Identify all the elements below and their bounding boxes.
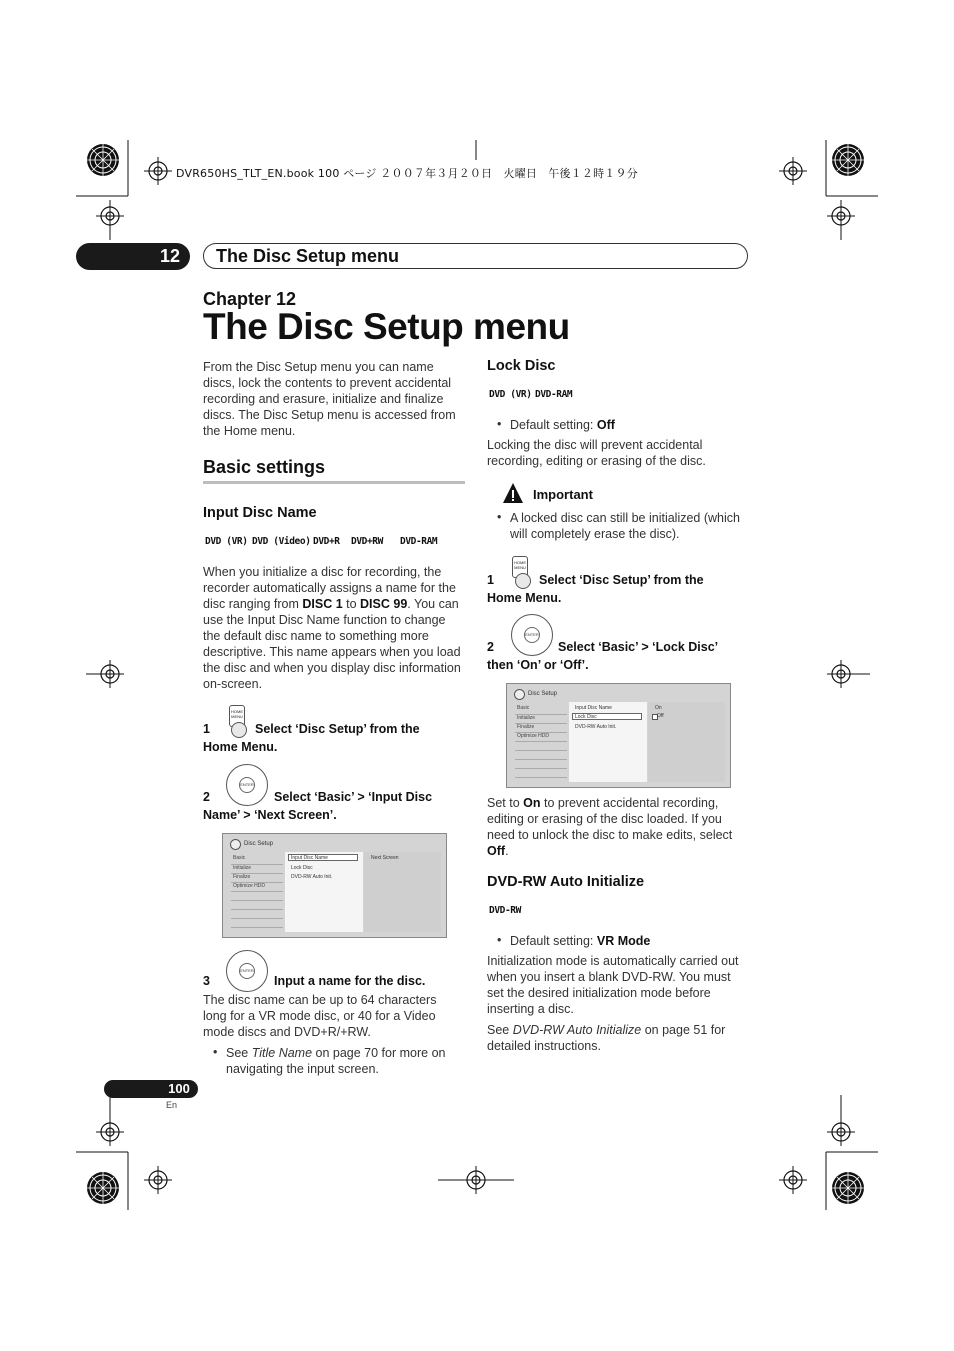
disc-setup-screen-lock xyxy=(506,683,731,788)
disc-setup-screen-input-name xyxy=(222,833,447,938)
important-label: Important xyxy=(533,487,593,502)
screen-title: Disc Setup xyxy=(528,691,558,697)
lock-step-1-text: Select ‘Disc Setup’ from the Home Menu. xyxy=(487,573,704,605)
enter-icon: ENTER xyxy=(239,963,255,979)
screen-items-pane xyxy=(285,852,363,932)
screen-options-pane xyxy=(648,702,725,782)
screen-item-input-disc-name: Input Disc Name xyxy=(288,854,358,861)
lock-disc-paragraph: Locking the disc will prevent accidental recording, editing or erasing of the disc. xyxy=(487,438,706,468)
screen-title: Disc Setup xyxy=(244,841,274,847)
badge-dvd-plus-r: DVD+R xyxy=(313,536,340,547)
screen-option-next-screen: Next Screen xyxy=(371,855,399,861)
dvdrw-auto-paragraph: Initialization mode is automatically carried out when you insert a blank DVD-RW. You must set the desired initialization mode before inserting a disc. xyxy=(487,954,739,1016)
screen-options-pane xyxy=(364,852,441,932)
screen-option-on: On xyxy=(655,705,662,711)
screen-menu-divider xyxy=(515,750,567,751)
step-3-text: Input a name for the disc. xyxy=(274,974,426,988)
bullet-dot: • xyxy=(213,1045,218,1059)
title-name-reference: See Title Name on page 70 for more on navigating the input screen. xyxy=(226,1046,446,1076)
input-disc-name-badges xyxy=(203,536,465,550)
screen-menu-divider xyxy=(515,777,567,778)
screen-menu-divider xyxy=(231,918,283,919)
screen-item-input-disc-name: Input Disc Name xyxy=(575,705,612,711)
page-number: 100 xyxy=(168,1081,190,1096)
screen-menu-finalize: Finalize xyxy=(517,724,535,730)
input-disc-name-heading: Input Disc Name xyxy=(203,505,317,521)
step-2-number: 2 xyxy=(203,790,210,804)
step-1-text: Select ‘Disc Setup’ from the Home Menu. xyxy=(203,722,420,754)
dvdrw-auto-default: Default setting: VR Mode xyxy=(510,934,651,948)
screen-menu-divider xyxy=(231,927,283,928)
disc-icon xyxy=(514,689,525,700)
basic-settings-heading: Basic settings xyxy=(203,457,326,477)
lock-disc-badges xyxy=(487,389,687,403)
disc-icon xyxy=(230,839,241,850)
step-2-text: Select ‘Basic’ > ‘Input Disc Name’ > ‘Next Screen’. xyxy=(203,790,433,822)
screen-menu-optimize: Optimize HDD xyxy=(517,733,549,739)
lock-disc-heading: Lock Disc xyxy=(487,358,556,374)
chapter-tab-number: 12 xyxy=(159,246,181,266)
bullet-dot: • xyxy=(497,510,502,524)
step-3-number: 3 xyxy=(203,974,210,988)
step-1-number: 1 xyxy=(203,722,210,736)
screen-option-off: Off xyxy=(657,713,664,719)
home-menu-button-icon: HOME MENU xyxy=(229,705,245,727)
enter-icon: ENTER xyxy=(524,627,540,643)
screen-menu-divider xyxy=(231,900,283,901)
screen-menu-initialize: Initialize xyxy=(233,865,252,871)
badge-dvd-rw: DVD-RW xyxy=(489,905,521,916)
page-title: The Disc Setup menu xyxy=(203,306,570,347)
dvdrw-auto-heading: DVD-RW Auto Initialize xyxy=(487,874,645,890)
lock-disc-instructions: Set to On to prevent accidental recording, editing or erasing of the disc loaded. If you need to unlock the disc to make edits, select Off. xyxy=(487,796,733,858)
screen-menu-divider xyxy=(515,759,567,760)
screen-menu-basic: Basic xyxy=(233,855,246,861)
badge-dvd-vr: DVD (VR) xyxy=(205,536,248,547)
screen-items-pane xyxy=(569,702,647,782)
screen-menu-divider xyxy=(231,891,283,892)
badge-dvd-ram: DVD-RAM xyxy=(400,536,438,547)
screen-menu-initialize: Initialize xyxy=(517,715,536,721)
bullet-dot: • xyxy=(497,417,502,431)
screen-item-lock-disc: Lock Disc xyxy=(572,713,642,720)
home-menu-button-icon: HOME MENU xyxy=(512,556,528,578)
important-text: A locked disc can still be initialized (which will completely erase the disc). xyxy=(510,511,740,541)
screen-menu-finalize: Finalize xyxy=(233,874,251,880)
screen-item-dvdrw-auto: DVD-RW Auto Init. xyxy=(575,724,617,730)
chapter-tab-title: The Disc Setup menu xyxy=(216,246,400,266)
screen-menu-divider xyxy=(515,741,567,742)
intro-paragraph: From the Disc Setup menu you can name discs, lock the contents to prevent accidental recording and erasure, initialize and finalize discs. The Disc Setup menu is accessed from the Home menu. xyxy=(203,360,456,438)
badge-dvd-video: DVD (Video) xyxy=(252,536,311,547)
warning-icon xyxy=(502,482,524,504)
screen-menu-divider xyxy=(231,909,283,910)
screen-item-lock-disc: Lock Disc xyxy=(291,865,313,871)
section-rule xyxy=(203,481,465,484)
chapter-label: Chapter 12 xyxy=(203,289,297,309)
enter-icon: ENTER xyxy=(239,777,255,793)
bullet-dot: • xyxy=(497,933,502,947)
dvdrw-auto-reference: See DVD-RW Auto Initialize on page 51 for detailed instructions. xyxy=(487,1023,726,1053)
screen-item-dvdrw-auto: DVD-RW Auto Init. xyxy=(291,874,333,880)
lock-step-2-text: Select ‘Basic’ > ‘Lock Disc’ then ‘On’ or ‘Off’. xyxy=(487,640,718,672)
lock-step-1-number: 1 xyxy=(487,573,494,587)
badge-dvd-ram: DVD-RAM xyxy=(535,389,573,400)
input-disc-name-paragraph: When you initialize a disc for recording, the recorder automatically assigns a name for the disc ranging from DISC 1 to DISC 99. You can use the Input Disc Name function to change the default disc name to something more descriptive. This name appears when you load the disc and when you display disc information on-screen. xyxy=(203,565,461,691)
print-header: DVR650HS_TLT_EN.book 100 ページ ２００７年３月２０日 火曜日 午後１２時１９分 xyxy=(176,167,638,180)
page-language: En xyxy=(166,1100,178,1110)
badge-dvd-plus-rw: DVD+RW xyxy=(351,536,383,547)
dpad-enter-icon-2 xyxy=(226,950,268,992)
step-3-paragraph: The disc name can be up to 64 characters long for a VR mode disc, or 40 for a Video mode discs and DVD+R/+RW. xyxy=(203,993,437,1039)
lock-step-2-number: 2 xyxy=(487,640,494,654)
lock-disc-default: Default setting: Off xyxy=(510,418,615,432)
screen-menu-optimize: Optimize HDD xyxy=(233,883,265,889)
screen-menu-divider xyxy=(515,768,567,769)
badge-dvd-vr: DVD (VR) xyxy=(489,389,532,400)
screen-menu-basic: Basic xyxy=(517,705,530,711)
